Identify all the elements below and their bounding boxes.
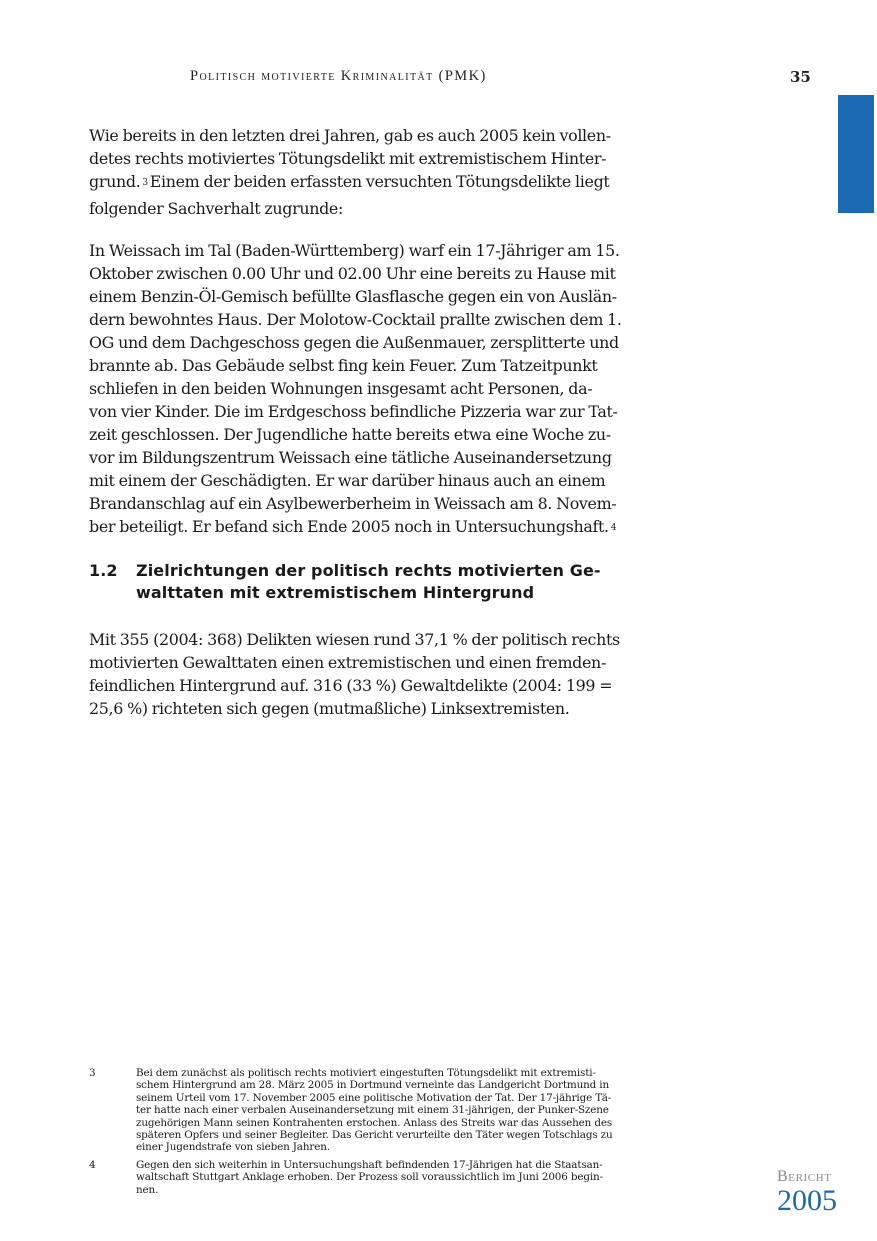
page-number: 35 bbox=[790, 68, 811, 86]
text-line: folgender Sachverhalt zugrunde: bbox=[89, 199, 343, 218]
footnote-text bbox=[136, 1067, 649, 1154]
text-line bbox=[89, 515, 655, 542]
footnote-line: einer Jugendstrafe von sieben Jahren. bbox=[136, 1141, 330, 1154]
section-number: 1.2 bbox=[89, 561, 118, 580]
text-fragment: ber beteiligt. Er befand sich Ende 2005 noch in Untersuchungshaft. bbox=[89, 517, 609, 536]
text-fragment: grund. bbox=[89, 172, 141, 191]
text-line: einem Benzin-Öl-Gemisch befüllte Glasflasche gegen ein von Auslän- bbox=[89, 287, 617, 306]
text-line: Wie bereits in den letzten drei Jahren, gab es auch 2005 kein vollen- bbox=[89, 126, 611, 145]
footnote-3 bbox=[89, 1067, 649, 1154]
report-logo bbox=[777, 1168, 847, 1216]
text-line: von vier Kinder. Die im Erdgeschoss befindliche Pizzeria war zur Tat- bbox=[89, 402, 618, 421]
text-line: dern bewohntes Haus. Der Molotow-Cocktail prallte zwischen dem 1. bbox=[89, 310, 622, 329]
paragraph-intro bbox=[89, 124, 655, 220]
section-title bbox=[136, 560, 656, 604]
text-line: zeit geschlossen. Der Jugendliche hatte bereits etwa eine Woche zu- bbox=[89, 425, 611, 444]
footnote-line: späteren Opfers und seiner Begleiter. Das Gericht verurteilte den Täter wegen Totschlags zu bbox=[136, 1129, 613, 1142]
footnote-line: zugehörigen Mann seinen Kontrahenten erstochen. Anlass des Streits war das Aussehen des bbox=[136, 1116, 613, 1129]
footnotes bbox=[89, 1067, 649, 1201]
chapter-edge-tab bbox=[838, 95, 874, 213]
text-fragment: Einem der beiden erfassten versuchten Tötungsdelikte liegt bbox=[149, 172, 610, 191]
footnote-line: nen. bbox=[136, 1183, 159, 1196]
footnote-text bbox=[136, 1159, 649, 1196]
text-line: detes rechts motiviertes Tötungsdelikt mit extremistischem Hinter- bbox=[89, 149, 607, 168]
text-line: In Weissach im Tal (Baden-Württemberg) warf ein 17-Jähriger am 15. bbox=[89, 241, 620, 260]
paragraph-statistics bbox=[89, 628, 655, 720]
footnote-number: 4 bbox=[89, 1158, 96, 1171]
footnote-reference-4[interactable]: 4 bbox=[610, 523, 617, 533]
text-line: Brandanschlag auf ein Asylbewerberheim in Weissach am 8. Novem- bbox=[89, 494, 617, 513]
footnote-number: 3 bbox=[89, 1067, 96, 1079]
footnote-4 bbox=[89, 1159, 649, 1196]
text-line: motivierten Gewalttaten einen extremistischen und einen fremden- bbox=[89, 653, 606, 672]
text-line: mit einem der Geschädigten. Er war darüber hinaus auch an einem bbox=[89, 471, 606, 490]
footnote-line: seinem Urteil vom 17. November 2005 eine politische Motivation der Tat. Der 17-jährige Tä- bbox=[136, 1091, 612, 1104]
text-line: 25,6 %) richteten sich gegen (mutmaßliche) Linksextremisten. bbox=[89, 699, 570, 718]
section-title-line: walttaten mit extremistischem Hintergrund bbox=[136, 583, 535, 602]
text-line: schliefen in den beiden Wohnungen insgesamt acht Personen, da- bbox=[89, 379, 593, 398]
text-line: Oktober zwischen 0.00 Uhr und 02.00 Uhr eine bereits zu Hause mit bbox=[89, 264, 616, 283]
footnote-line: schem Hintergrund am 28. März 2005 in Dortmund verneinte das Landgericht Dortmund in bbox=[136, 1079, 610, 1092]
text-line bbox=[89, 170, 655, 197]
report-logo-word: Bericht bbox=[777, 1168, 832, 1185]
text-line: Mit 355 (2004: 368) Delikten wiesen rund 37,1 % der politisch rechts bbox=[89, 630, 620, 649]
footnote-line: Bei dem zunächst als politisch rechts motiviert eingestuften Tötungsdelikt mit extremisti- bbox=[136, 1067, 596, 1079]
footnote-line: waltschaft Stuttgart Anklage erhoben. Der Prozess soll voraussichtlich im Juni 2006 begin- bbox=[136, 1171, 603, 1184]
text-line: feindlichen Hintergrund auf. 316 (33 %) Gewaltdelikte (2004: 199 = bbox=[89, 676, 613, 695]
report-logo-year: 2005 bbox=[777, 1184, 837, 1217]
text-line: OG und dem Dachgeschoss gegen die Außenmauer, zersplitterte und bbox=[89, 333, 619, 352]
footnote-line: ter hatte nach einer verbalen Auseinandersetzung mit einem 31-jährigen, der Punker-Szene bbox=[136, 1104, 609, 1117]
footnote-line: Gegen den sich weiterhin in Untersuchungshaft befindenden 17-Jährigen hat die Staatsan- bbox=[136, 1158, 603, 1171]
paragraph-incident bbox=[89, 239, 655, 542]
section-title-line: Zielrichtungen der politisch rechts motivierten Ge- bbox=[136, 561, 601, 580]
text-line: brannte ab. Das Gebäude selbst fing kein Feuer. Zum Tatzeitpunkt bbox=[89, 356, 598, 375]
text-line: vor im Bildungszentrum Weissach eine tätliche Auseinandersetzung bbox=[89, 448, 612, 467]
running-head: Politisch motivierte Kriminalität (PMK) bbox=[190, 68, 487, 84]
footnote-reference-3[interactable]: 3 bbox=[142, 178, 148, 188]
